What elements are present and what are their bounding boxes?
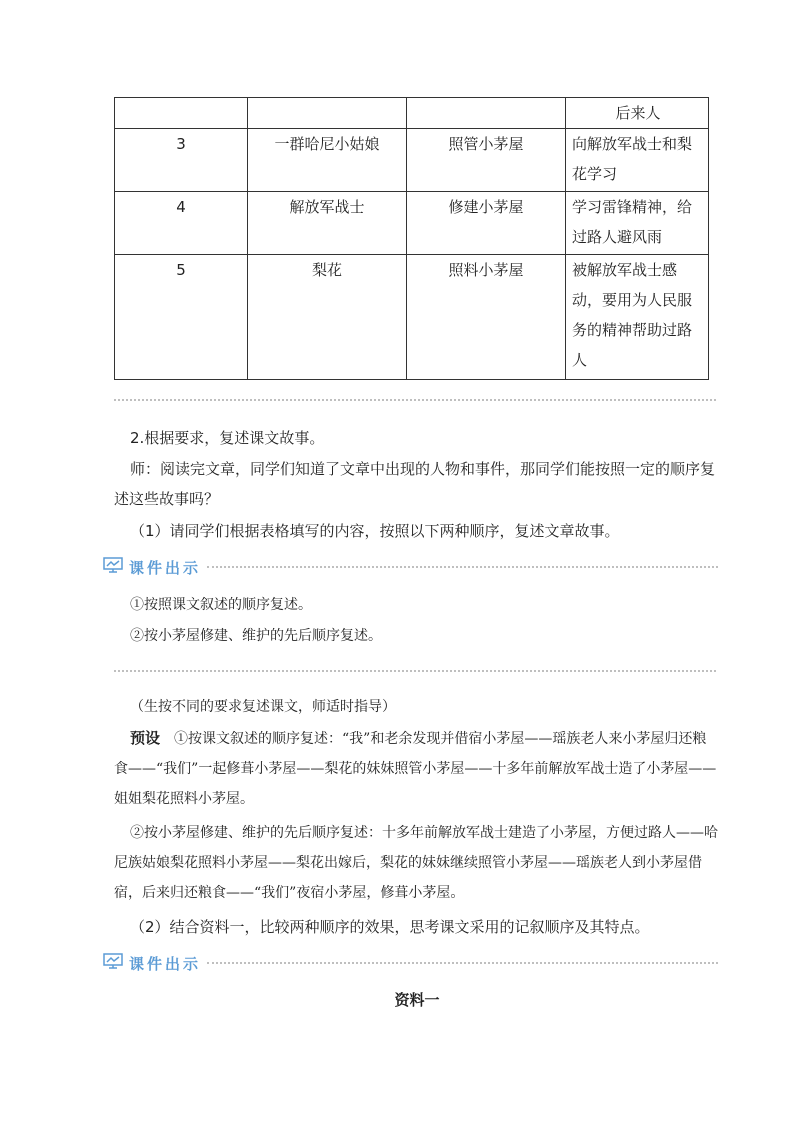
teacher-prompt: 师：阅读完文章，同学们知道了文章中出现的人物和事件，那同学们能按照一定的顺序复述这些故事吗？ <box>114 460 716 508</box>
preset-text-1: ①按课文叙述的顺序复述：“我”和老余发现并借宿小茅屋——瑶族老人来小茅屋归还粮食——“我们”一起修葺小茅屋——梨花的妹妹照管小茅屋——十多年前解放军战士造了小茅屋——姐姐梨花照料小茅屋。 <box>114 731 717 807</box>
task2-title: 2.根据要求，复述课文故事。 <box>130 429 325 447</box>
table-row <box>115 192 709 255</box>
guidance-note: （生按不同的要求复述课文，师适时指导） <box>130 699 396 715</box>
table-cell-what: 照管小茅屋 <box>407 129 566 192</box>
table-cell-meaning: 学习雷锋精神，给过路人避风雨 <box>566 192 709 255</box>
question-2: （2）结合资料一，比较两种顺序的效果，思考课文采用的记叙顺序及其特点。 <box>130 918 650 936</box>
preset-paragraph-1 <box>114 723 720 814</box>
table-cell-who: 一群哈尼小姑娘 <box>248 129 407 192</box>
question-1: （1）请同学们根据表格填写的内容，按照以下两种顺序，复述文章故事。 <box>130 522 620 540</box>
header-dotted-rule <box>207 566 718 568</box>
table-row <box>115 255 709 380</box>
courseware-label: 课件出示 <box>129 558 202 577</box>
table-cell-meaning: 向解放军战士和梨花学习 <box>566 129 709 192</box>
table-cell-who: 梨花 <box>248 255 407 380</box>
preset-paragraph-2: ②按小茅屋修建、维护的先后顺序复述：十多年前解放军战士建造了小茅屋，方便过路人——哈尼族姑娘梨花照料小茅屋——梨花出嫁后，梨花的妹妹继续照管小茅屋——瑶族老人到小茅屋借宿，后来归还粮食——“我们”夜宿小茅屋，修葺小茅屋。 <box>114 825 718 901</box>
courseware-header-2 <box>103 953 718 973</box>
table-cell-what: 修建小茅屋 <box>407 192 566 255</box>
preset-label: 预设 <box>130 729 161 747</box>
section-divider <box>114 670 716 672</box>
table-cell-what: 照料小茅屋 <box>407 255 566 380</box>
table-cell-num: 4 <box>115 192 248 255</box>
table-cell-meaning: 后来人 <box>566 98 709 129</box>
courseware-label: 课件出示 <box>129 954 202 973</box>
courseware-item-1: ①按照课文叙述的顺序复述。 <box>130 597 312 613</box>
table-cell-num: 5 <box>115 255 248 380</box>
material-title: 资料一 <box>394 991 440 1009</box>
chart-icon <box>103 557 123 577</box>
table-cell-num <box>115 98 248 129</box>
courseware-header-1 <box>103 557 718 577</box>
courseware-item-2: ②按小茅屋修建、维护的先后顺序复述。 <box>130 628 382 644</box>
table-cell-meaning: 被解放军战士感动，要用为人民服务的精神帮助过路人 <box>566 255 709 380</box>
table-cell-who: 解放军战士 <box>248 192 407 255</box>
table-cell-who <box>248 98 407 129</box>
table-row <box>115 129 709 192</box>
table-row <box>115 98 709 129</box>
chart-icon <box>103 953 123 973</box>
section-divider <box>114 399 716 401</box>
story-table <box>114 97 709 380</box>
table-cell-what <box>407 98 566 129</box>
header-dotted-rule <box>207 962 718 964</box>
table-cell-num: 3 <box>115 129 248 192</box>
